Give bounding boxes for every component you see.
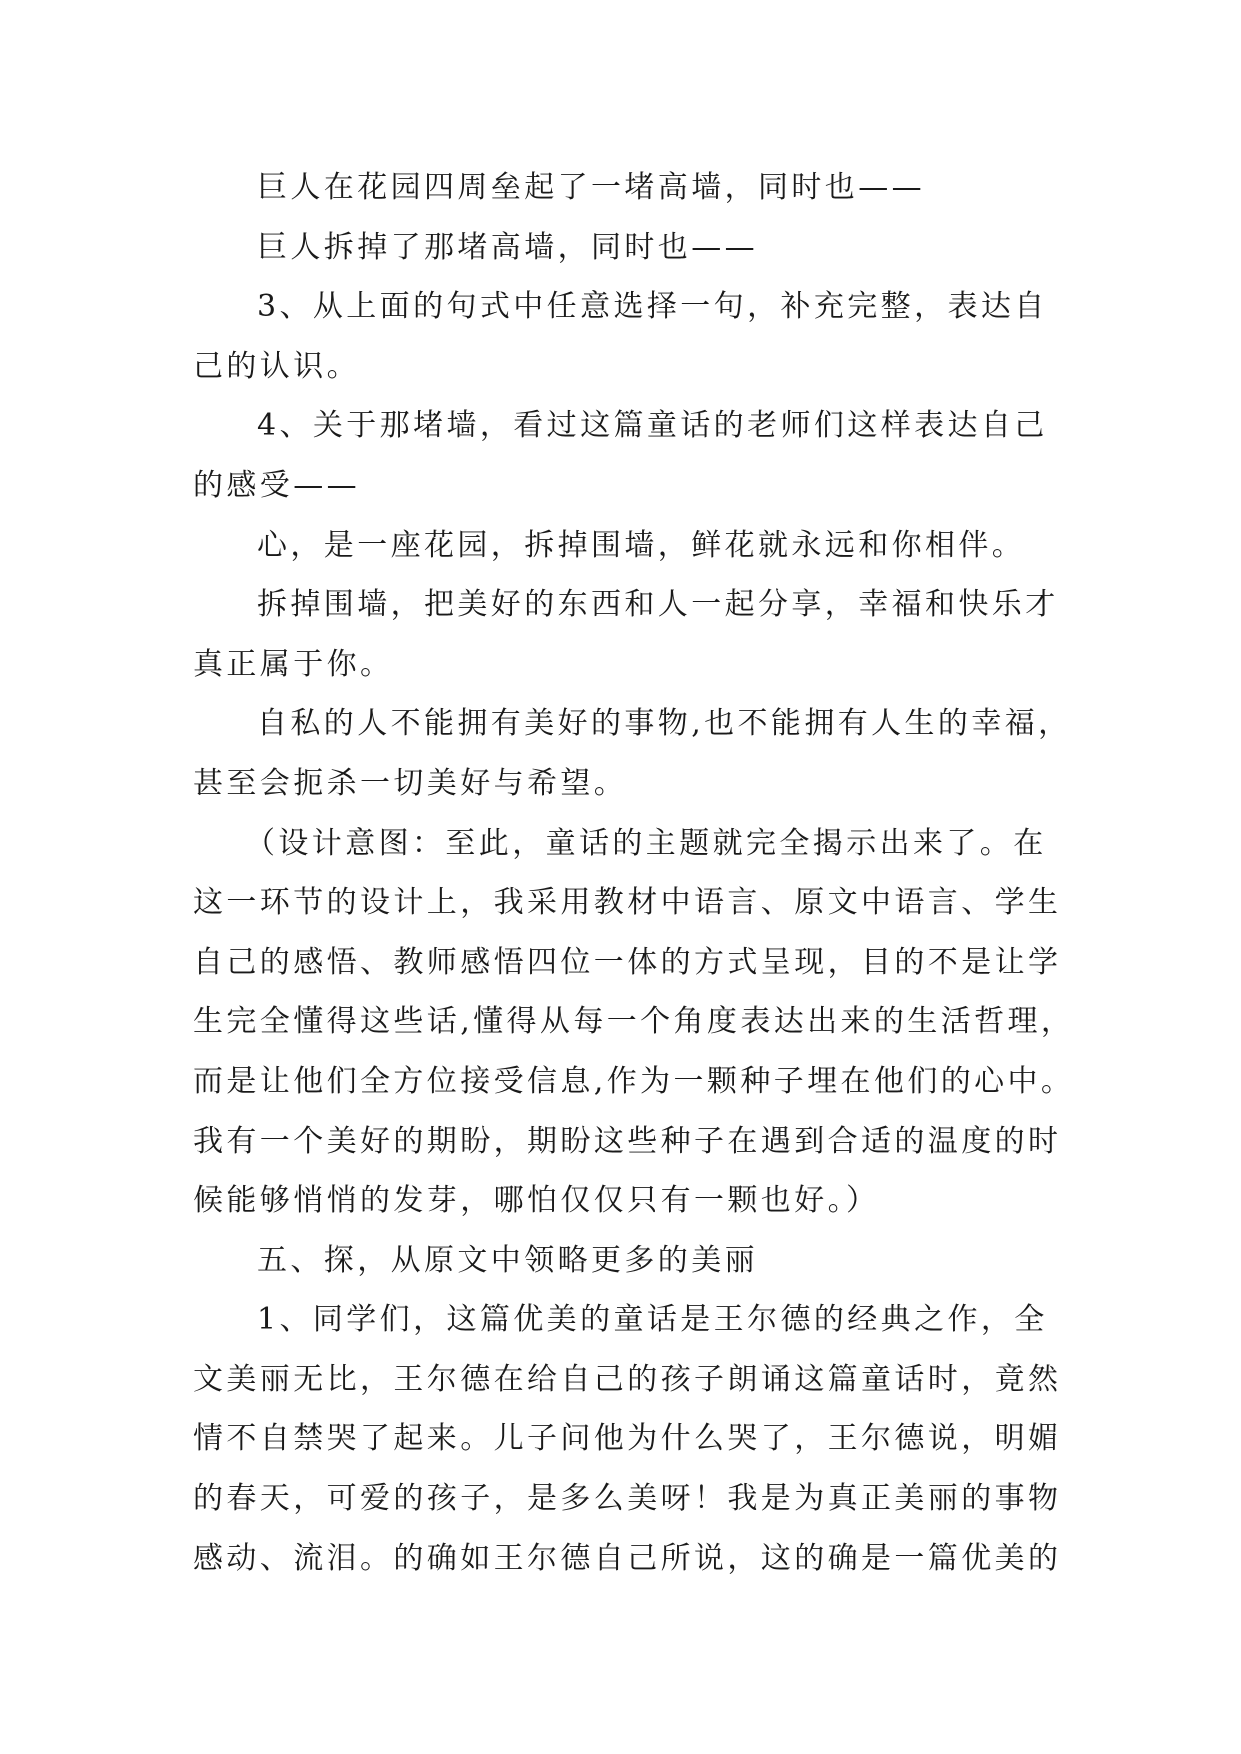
text-line: 这一环节的设计上，我采用教材中语言、原文中语言、学生 (193, 885, 1062, 921)
text-line: 己的认识。 (193, 348, 360, 384)
text-line: 巨人在花园四周垒起了一堵高墙，同时也—— (257, 170, 925, 205)
text-line: 1、同学们，这篇优美的童话是王尔德的经典之作，全 (257, 1302, 1048, 1338)
text-line: 自私的人不能拥有美好的事物,也不能拥有人生的幸福， (257, 706, 1072, 742)
text-line: （设计意图：至此，童话的主题就完全揭示出来了。在 (245, 825, 1047, 861)
text-line: 感动、流泪。的确如王尔德自己所说，这的确是一篇优美的 (193, 1540, 1062, 1576)
text-line: 的感受—— (193, 467, 360, 503)
text-line: 而是让他们全方位接受信息,作为一颗种子埋在他们的心中。 (193, 1063, 1075, 1099)
text-line: 4、关于那堵墙，看过这篇童话的老师们这样表达自己 (257, 408, 1048, 444)
body-text (193, 158, 1075, 1588)
text-line: 自己的感悟、教师感悟四位一体的方式呈现，目的不是让学 (193, 944, 1062, 980)
text-line: 拆掉围墙，把美好的东西和人一起分享，幸福和快乐才 (257, 587, 1059, 623)
text-line: 候能够悄悄的发芽，哪怕仅仅只有一颗也好。） (193, 1183, 880, 1219)
text-line: 巨人拆掉了那堵高墙，同时也—— (257, 229, 758, 265)
text-line: 真正属于你。 (193, 646, 394, 682)
text-line: 文美丽无比，王尔德在给自己的孩子朗诵这篇童话时，竟然 (193, 1361, 1062, 1397)
text-line: 我有一个美好的期盼，期盼这些种子在遇到合适的温度的时 (193, 1123, 1062, 1159)
text-line: 3、从上面的句式中任意选择一句，补充完整，表达自 (257, 289, 1048, 325)
text-line: 生完全懂得这些话,懂得从每一个角度表达出来的生活哲理， (193, 1004, 1075, 1040)
text-line: 甚至会扼杀一切美好与希望。 (193, 765, 628, 801)
text-line: 的春天，可爱的孩子，是多么美呀！我是为真正美丽的事物 (193, 1481, 1062, 1517)
section-heading: 五、探，从原文中领略更多的美丽 (257, 1242, 758, 1278)
text-line: 心，是一座花园，拆掉围墙，鲜花就永远和你相伴。 (257, 527, 1026, 563)
text-line: 情不自禁哭了起来。儿子问他为什么哭了，王尔德说，明媚 (193, 1421, 1062, 1457)
